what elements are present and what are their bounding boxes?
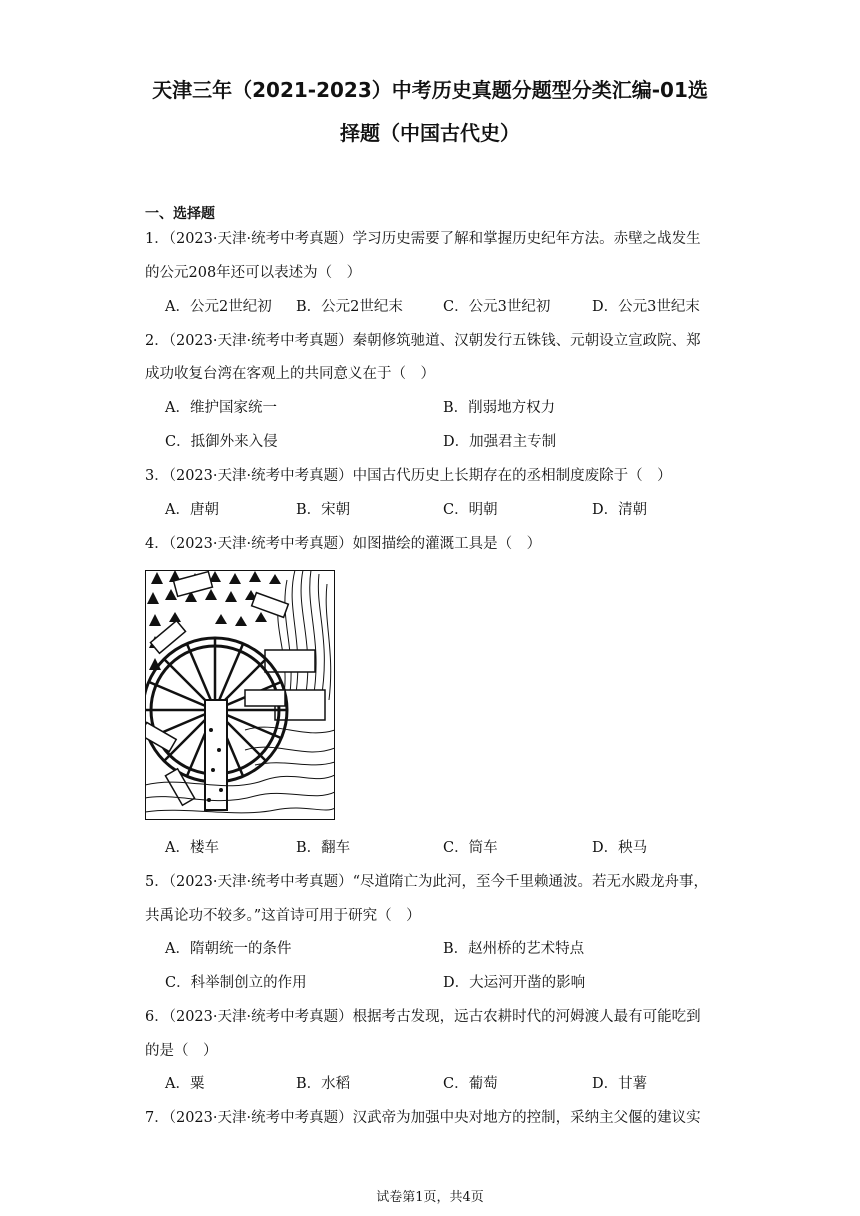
q3-option-a: A．唐朝 bbox=[165, 502, 219, 518]
document-title-line2: 择题（中国古代史） bbox=[340, 121, 520, 145]
q2-stem-line1: 2．（2023·天津·统考中考真题）秦朝修筑驰道、汉朝发行五铢钱、元朝设立宣政院、郑 bbox=[145, 333, 701, 349]
q7-stem-line1: 7．（2023·天津·统考中考真题）汉武帝为加强中央对地方的控制，采纳主父偃的建议实 bbox=[145, 1110, 701, 1126]
page-footer: 试卷第1页，共4页 bbox=[376, 1190, 484, 1205]
q5-option-c: C．科举制创立的作用 bbox=[165, 975, 307, 991]
q2-option-c: C．抵御外来入侵 bbox=[165, 434, 278, 450]
q6-option-a: A．粟 bbox=[165, 1076, 205, 1092]
waterwheel-illustration bbox=[145, 570, 335, 820]
q4-option-a: A．楼车 bbox=[165, 840, 219, 856]
q6-option-d: D．甘薯 bbox=[592, 1076, 648, 1092]
q3-option-b: B．宋朝 bbox=[296, 502, 351, 518]
q6-stem-line2: 的是（ ） bbox=[145, 1043, 218, 1059]
q5-option-b: B．赵州桥的艺术特点 bbox=[443, 941, 585, 957]
q1-stem-line2: 的公元208年还可以表述为（ ） bbox=[145, 265, 362, 281]
q1-stem-line1: 1．（2023·天津·统考中考真题）学习历史需要了解和掌握历史纪年方法。赤壁之战发生 bbox=[145, 231, 701, 247]
q5-option-d: D．大运河开凿的影响 bbox=[443, 975, 586, 991]
q4-option-c: C．筒车 bbox=[443, 840, 498, 856]
q2-option-d: D．加强君主专制 bbox=[443, 434, 557, 450]
q1-option-b: B．公元2世纪末 bbox=[296, 299, 403, 315]
q6-stem-line1: 6．（2023·天津·统考中考真题）根据考古发现，远古农耕时代的河姆渡人最有可能吃到 bbox=[145, 1009, 701, 1025]
q1-option-d: D．公元3世纪末 bbox=[592, 299, 700, 315]
q4-option-b: B．翻车 bbox=[296, 840, 351, 856]
q2-stem-line2: 成功收复台湾在客观上的共同意义在于（ ） bbox=[145, 366, 435, 382]
q5-stem-line1: 5．（2023·天津·统考中考真题）“尽道隋亡为此河，至今千里赖通波。若无水殿龙舟事， bbox=[145, 874, 709, 890]
q1-option-c: C．公元3世纪初 bbox=[443, 299, 551, 315]
q2-option-a: A．维护国家统一 bbox=[165, 400, 277, 416]
q5-stem-line2: 共禹论功不较多。”这首诗可用于研究（ ） bbox=[145, 908, 421, 924]
q1-option-a: A．公元2世纪初 bbox=[165, 299, 272, 315]
q5-option-a: A．隋朝统一的条件 bbox=[165, 941, 292, 957]
q3-option-c: C．明朝 bbox=[443, 502, 498, 518]
q3-stem-line1: 3．（2023·天津·统考中考真题）中国古代历史上长期存在的丞相制度废除于（ ） bbox=[145, 468, 672, 484]
q2-option-b: B．削弱地方权力 bbox=[443, 400, 556, 416]
q4-stem-line1: 4．（2023·天津·统考中考真题）如图描绘的灌溉工具是（ ） bbox=[145, 536, 542, 552]
document-title-line1: 天津三年（2021-2023）中考历史真题分题型分类汇编-01选 bbox=[152, 78, 708, 102]
section-heading: 一、选择题 bbox=[145, 206, 215, 222]
q4-option-d: D．秧马 bbox=[592, 840, 648, 856]
q6-option-c: C．葡萄 bbox=[443, 1076, 498, 1092]
q6-option-b: B．水稻 bbox=[296, 1076, 351, 1092]
q3-option-d: D．清朝 bbox=[592, 502, 648, 518]
